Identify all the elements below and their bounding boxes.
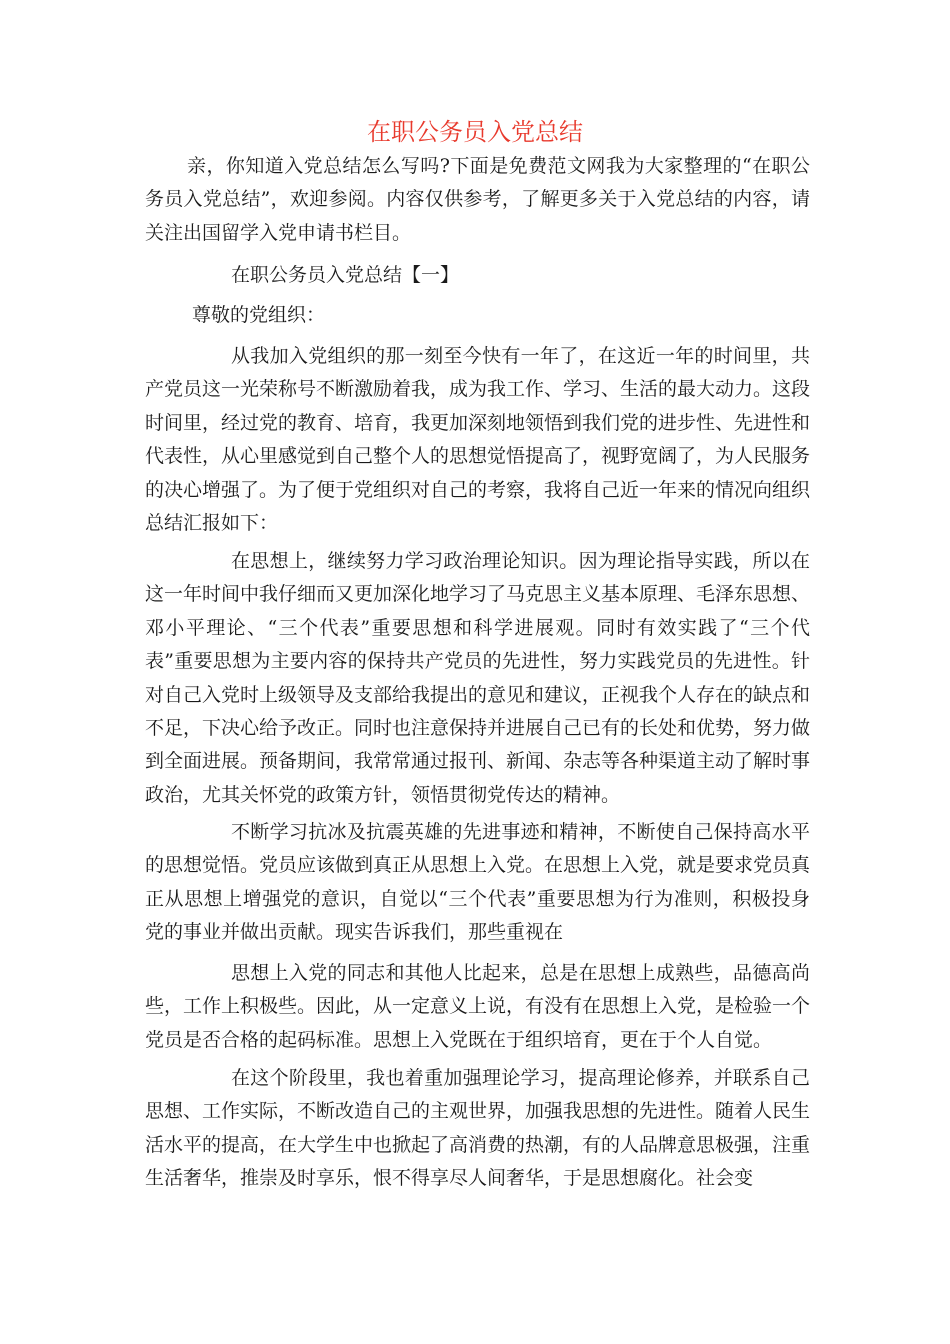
document-title: 在职公务员入党总结 bbox=[367, 118, 583, 146]
body-paragraph: 在这个阶段里，我也着重加强理论学习，提高理论修养，并联系自己思想、工作实际，不断改造自己的主观世界，加强我思想的先进性。随着人民生活水平的提高，在大学生中也掀起了高消费的热潮，有的人品牌意思极强，注重生活奢华，推崇及时享乐，恨不得享尽人间奢华，于是思想腐化。社会变 bbox=[145, 1067, 811, 1190]
body-paragraph: 从我加入党组织的那一刻至今快有一年了，在这近一年的时间里，共产党员这一光荣称号不断激励着我，成为我工作、学习、生活的最大动力。这段时间里，经过党的教育、培育，我更加深刻地领悟到我们党的进步性、先进性和代表性，从心里感觉到自己整个人的思想觉悟提高了，视野宽阔了，为人民服务的决心增强了。为了便于党组织对自己的考察，我将自己近一年来的情况向组织总结汇报如下： bbox=[145, 345, 811, 535]
intro-paragraph: 亲，你知道入党总结怎么写吗?下面是免费范文网我为大家整理的“在职公务员入党总结”，欢迎参阅。内容仅供参考，了解更多关于入党总结的内容，请关注出国留学入党申请书栏目。 bbox=[145, 155, 810, 244]
body-paragraph: 在思想上，继续努力学习政治理论知识。因为理论指导实践，所以在这一年时间中我仔细而又更加深化地学习了马克思主义基本原理、毛泽东思想、邓小平理论、“三个代表”重要思想和科学进展观。同时有效实践了“三个代表”重要思想为主要内容的保持共产党员的先进性，努力实践党员的先进性。针对自己入党时上级领导及支部给我提出的意见和建议，正视我个人存在的缺点和不足，下决心给予改正。同时也注意保持并进展自己已有的长处和优势，努力做到全面进展。预备期间，我常常通过报刊、新闻、杂志等各种渠道主动了解时事政治，尤其关怀党的政策方针，领悟贯彻党传达的精神。 bbox=[145, 550, 811, 806]
greeting-line: 尊敬的党组织： bbox=[192, 304, 326, 326]
section-subtitle: 在职公务员入党总结【一】 bbox=[231, 264, 460, 286]
body-paragraph: 不断学习抗冰及抗震英雄的先进事迹和精神，不断使自己保持高水平的思想觉悟。党员应该做到真正从思想上入党。在思想上入党，就是要求党员真正从思想上增强党的意识，自觉以“三个代表”重要思想为行为准则，积极投身党的事业并做出贡献。现实告诉我们，那些重视在 bbox=[145, 821, 811, 944]
body-paragraph: 思想上入党的同志和其他人比起来，总是在思想上成熟些，品德高尚些，工作上积极些。因此，从一定意义上说，有没有在思想上入党，是检验一个党员是否合格的起码标准。思想上入党既在于组织培育，更在于个人自觉。 bbox=[145, 962, 811, 1051]
